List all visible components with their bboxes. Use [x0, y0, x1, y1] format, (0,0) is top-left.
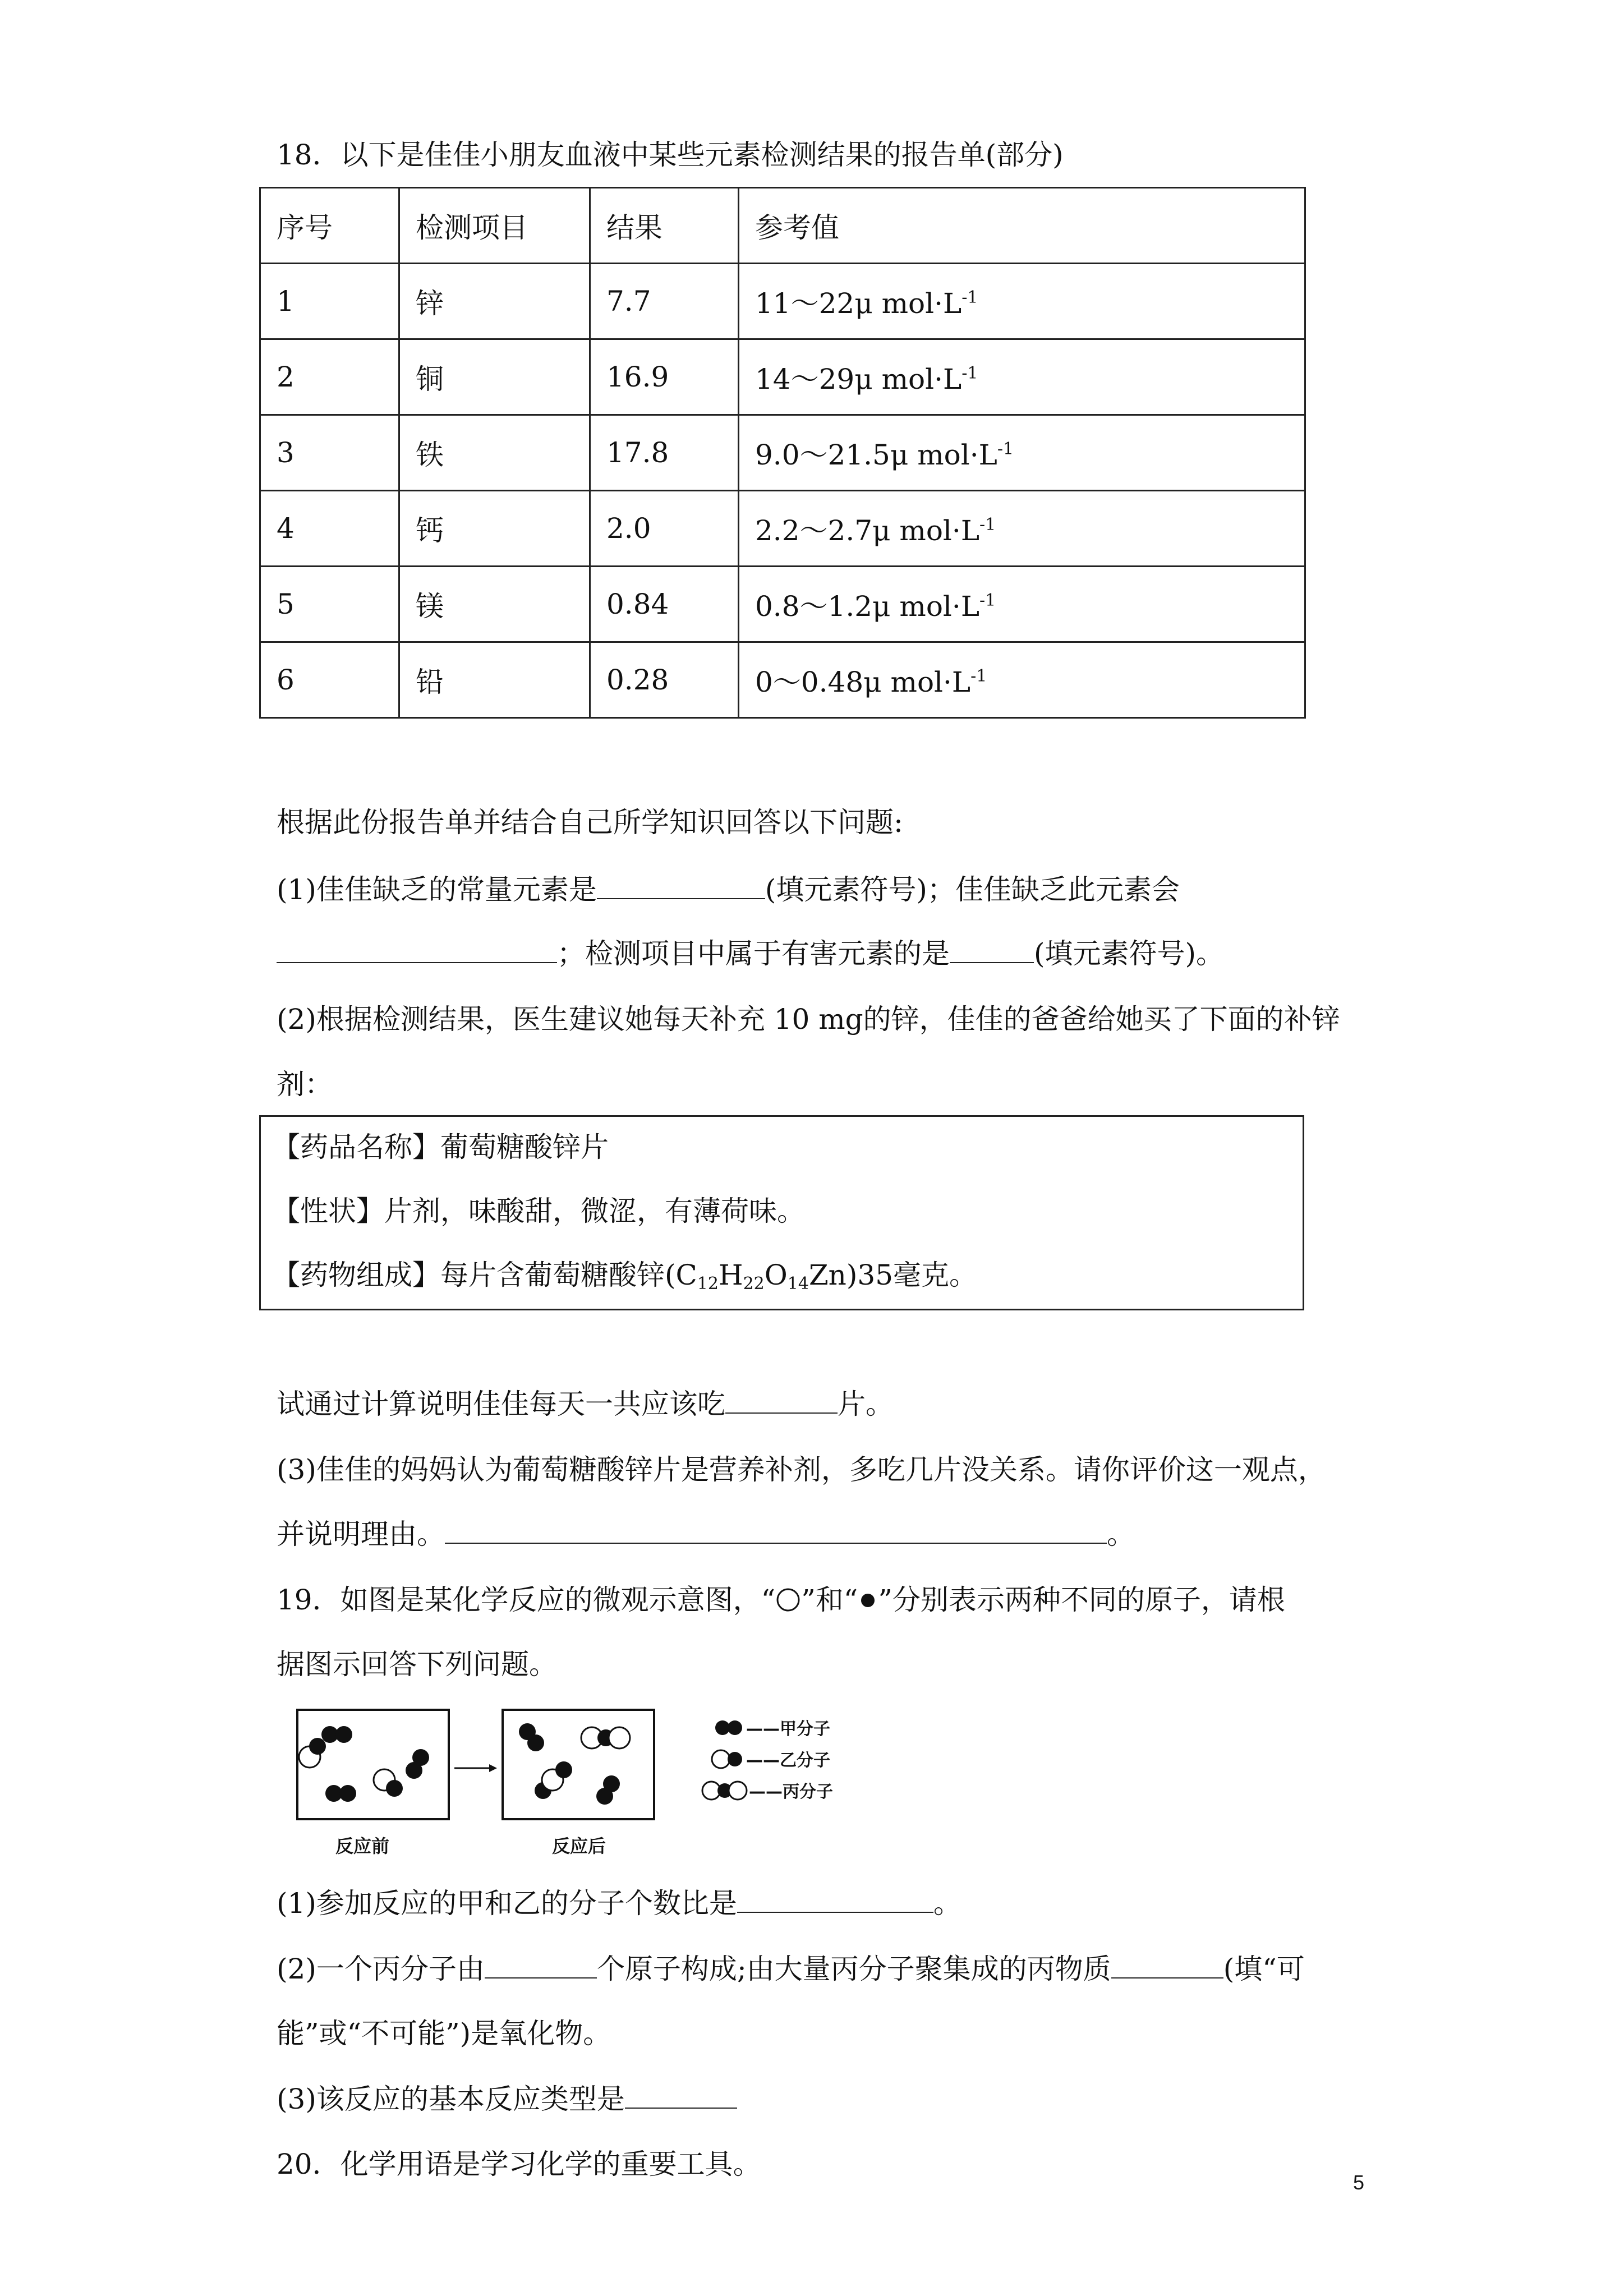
q18-p3-text-b: 并说明理由。	[277, 1518, 445, 1550]
label-after: 反应后	[552, 1835, 606, 1857]
q20-title: 20．化学用语是学习化学的重要工具。	[277, 2148, 761, 2180]
q18-p1-text-a: (1)佳佳缺乏的常量元素是	[277, 873, 597, 906]
q18-p2-text-d: 片。	[838, 1388, 894, 1420]
q19-title-line2: 据图示回答下列问题。	[277, 1648, 557, 1681]
cell-result: 7.7	[590, 264, 739, 339]
q18-p1-text-c: ；检测项目中属于有害元素的是	[557, 937, 950, 970]
q18-part1-line2	[277, 937, 1224, 970]
cell-result: 0.84	[590, 567, 739, 642]
q19-part2-line1: (2)一个丙分子由 个原子构成;由大量丙分子聚集成的丙物质 (填“可	[277, 1953, 1305, 1985]
table-row	[260, 491, 1305, 567]
q18-part1-line1	[277, 873, 1365, 907]
cell-ref: 2.2～2.7μ $mol\cdot L^{-1}$	[739, 491, 1305, 567]
table-row	[260, 642, 1305, 718]
cell-result: 2.0	[590, 491, 739, 567]
white-atom-icon	[775, 1587, 801, 1613]
cell-result: 16.9	[590, 339, 739, 415]
cell-ref: 0～0.48μ $mol\cdot L^{-1}$	[739, 642, 1305, 718]
answer-blank[interactable]	[725, 1388, 838, 1414]
cell-no: 6	[260, 642, 399, 718]
cell-result: 17.8	[590, 415, 739, 491]
cell-no: 4	[260, 491, 399, 567]
q19-part2-line2: 能”或“不可能”)是氧化物。	[277, 2017, 611, 2050]
q19-title-line1: 19．如图是某化学反应的微观示意图，“ ”和“ ”分别表示两种不同的原子，请根	[277, 1584, 1285, 1616]
q18-title: 18．以下是佳佳小朋友血液中某些元素检测结果的报告单(部分)	[277, 139, 1064, 171]
answer-blank[interactable]	[737, 1887, 933, 1913]
cell-item: 铅	[399, 642, 590, 718]
drug-properties: 【性状】片剂，味酸甜，微涩，有薄荷味。	[272, 1195, 805, 1227]
answer-blank[interactable]	[597, 873, 765, 899]
table-row	[260, 339, 1305, 415]
answer-blank[interactable]	[445, 1518, 1107, 1544]
col-header-ref: 参考值	[739, 188, 1305, 264]
black-atom-icon	[858, 1590, 878, 1611]
q18-part2-line2: 剂：	[277, 1068, 333, 1101]
q18-p2-text-c: 试通过计算说明佳佳每天一共应该吃	[277, 1388, 725, 1420]
q18-p3-text-c: 。	[1107, 1518, 1135, 1550]
drug-name: 【药品名称】葡萄糖酸锌片	[272, 1131, 609, 1163]
answer-blank[interactable]	[277, 937, 557, 963]
q18-p1-text-b: (填元素符号)；佳佳缺乏此元素会	[765, 873, 1180, 906]
drug-composition: 【药物组成】每片含葡萄糖酸锌$(C_{12}H_{22}O_{14}Zn)35$毫克。	[272, 1259, 978, 1294]
cell-ref: 9.0～21.5μ $mol\cdot L^{-1}$	[739, 415, 1305, 491]
cell-no: 5	[260, 567, 399, 642]
col-header-item: 检测项目	[399, 188, 590, 264]
cell-item: 铁	[399, 415, 590, 491]
q18-intro: 根据此份报告单并结合自己所学知识回答以下问题:	[277, 806, 903, 839]
report-table	[259, 187, 1306, 719]
answer-blank[interactable]	[950, 937, 1034, 963]
reaction-diagram	[280, 1705, 875, 1862]
q19-part1: (1)参加反应的甲和乙的分子个数比是 。	[277, 1887, 961, 1920]
cell-ref: 0.8～1.2μ $mol\cdot L^{-1}$	[739, 567, 1305, 642]
q18-part3-line1: (3)佳佳的妈妈认为葡萄糖酸锌片是营养补剂，多吃几片没关系。请你评价这一观点，	[277, 1453, 1326, 1486]
legend-yi: ——乙分子	[746, 1751, 830, 1770]
table-row	[260, 567, 1305, 642]
legend-jia: ——甲分子	[746, 1719, 830, 1739]
cell-no: 3	[260, 415, 399, 491]
cell-no: 2	[260, 339, 399, 415]
col-header-no: 序号	[260, 188, 399, 264]
table-header-row	[260, 188, 1305, 264]
cell-item: 钙	[399, 491, 590, 567]
cell-item: 铜	[399, 339, 590, 415]
col-header-result: 结果	[590, 188, 739, 264]
q18-p1-text-d: (填元素符号)。	[1034, 937, 1225, 970]
label-before: 反应前	[335, 1835, 390, 1857]
answer-blank[interactable]	[485, 1953, 597, 1978]
answer-blank[interactable]	[1111, 1953, 1223, 1978]
table-row	[260, 415, 1305, 491]
q19-part3: (3)该反应的基本反应类型是	[277, 2082, 737, 2116]
q18-part2-line3	[277, 1387, 894, 1421]
cell-ref: 14～29μ $mol\cdot L^{-1}$	[739, 339, 1305, 415]
q18-part2-line1: (2)根据检测结果，医生建议她每天补充 10 mg的锌，佳佳的爸爸给她买了下面的补锌	[277, 1003, 1340, 1036]
cell-no: 1	[260, 264, 399, 339]
q18-part3-line2	[277, 1517, 1135, 1551]
cell-ref: 11～22μ $mol\cdot L^{-1}$	[739, 264, 1305, 339]
cell-item: 镁	[399, 567, 590, 642]
page-number: 5	[1353, 2171, 1365, 2194]
legend-bing: ——丙分子	[749, 1782, 833, 1802]
table-row	[260, 264, 1305, 339]
cell-item: 锌	[399, 264, 590, 339]
legend	[702, 1719, 833, 1802]
drug-info-box	[259, 1115, 1304, 1310]
cell-result: 0.28	[590, 642, 739, 718]
before-box	[297, 1710, 449, 1819]
answer-blank[interactable]	[625, 2083, 737, 2109]
